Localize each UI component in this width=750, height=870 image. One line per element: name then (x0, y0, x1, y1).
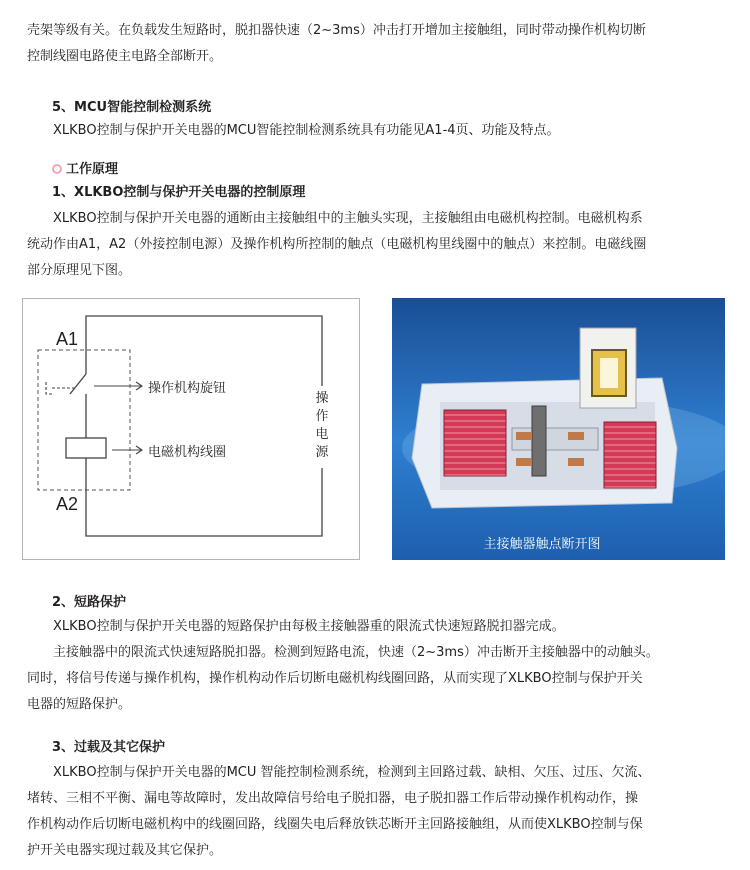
knob-label: 操作机构旋钮 (148, 381, 227, 396)
contactor-photo (392, 298, 725, 560)
section-2-line-2: 主接触器中的限流式快速短路脱扣器。检测到短路电流，快速（2~3ms）冲击断开主接触器中的动触头。 (53, 645, 659, 660)
control-principle-subheading: 1、XLKBO控制与保护开关电器的控制原理 (52, 185, 306, 200)
section-2-line-1: XLKBO控制与保护开关电器的短路保护由每极主接触器重的限流式快速短路脱扣器完成。 (53, 619, 565, 634)
power-label-char-2: 作 (315, 409, 329, 424)
coil-circuit-diagram (22, 298, 360, 560)
section-3-heading: 3、过载及其它保护 (52, 740, 166, 755)
principle-body-line-1: XLKBO控制与保护开关电器的通断由主接触组中的主触头实现，主接触组由电磁机构控制。电磁机构系 (53, 211, 643, 226)
photo-caption: 主接触器触点断开图 (483, 537, 601, 552)
terminal-a2-label: A2 (56, 494, 79, 514)
moving-contact (532, 406, 546, 476)
power-label-char-1: 操 (315, 391, 329, 406)
section-2-line-4: 电器的短路保护。 (27, 697, 132, 712)
section-3-line-1: XLKBO控制与保护开关电器的MCU 智能控制检测系统，检测到主回路过载、缺相、欠压、过压、欠流、 (53, 765, 651, 780)
power-label-char-3: 电 (315, 427, 329, 442)
principle-body-line-2: 统动作由A1，A2（外接控制电源）及操作机构所控制的触点（电磁机构里线圈中的触点）来控制。电磁线圈 (27, 237, 647, 252)
principle-heading-text: 工作原理 (66, 162, 119, 177)
power-label-char-4: 源 (315, 445, 329, 460)
coil-symbol (66, 438, 106, 458)
section-3-line-2: 堵转、三相不平衡、漏电等故障时，发出故障信号给电子脱扣器，电子脱扣器工作后带动操作机构动作，操 (27, 791, 639, 806)
right-coil-block (604, 422, 656, 488)
left-coil-block (444, 410, 506, 476)
intro-line-1: 壳架等级有关。在负载发生短路时，脱扣器快速（2~3ms）冲击打开增加主接触组，同时带动操作机构切断 (27, 23, 646, 38)
terminal-a1-label: A1 (56, 329, 79, 349)
section-2-line-3: 同时，将信号传递与操作机构，操作机构动作后切断电磁机构线圈回路，从而实现了XLKBO控制与保护开关 (27, 671, 643, 686)
circle-bullet-icon (52, 164, 62, 174)
section-2-heading: 2、短路保护 (52, 595, 127, 610)
principle-body-line-3: 部分原理见下图。 (27, 263, 132, 278)
section-3-line-4: 护开关电器实现过载及其它保护。 (27, 843, 223, 858)
section-5-body: XLKBO控制与保护开关电器的MCU智能控制检测系统具有功能见A1-4页、功能及特点。 (53, 123, 560, 138)
principle-heading (52, 160, 118, 180)
section-5-heading: 5、MCU智能控制检测系统 (52, 100, 212, 115)
coil-label: 电磁机构线圈 (148, 445, 227, 460)
intro-line-2: 控制线圈电路使主电路全部断开。 (27, 49, 223, 64)
section-3-line-3: 作机构动作后切断电磁机构中的线圈回路，线圈失电后释放铁芯断开主回路接触组，从而使XLKBO控制与保 (27, 817, 643, 832)
